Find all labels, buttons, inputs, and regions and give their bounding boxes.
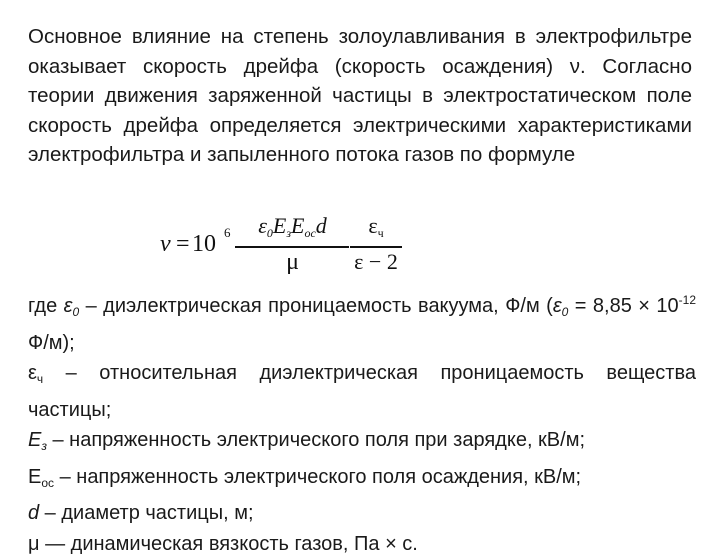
- formula-equals: =: [176, 231, 190, 258]
- document-page: [28, 22, 692, 170]
- fraction2-bar: [350, 246, 402, 248]
- drift-velocity-formula: [160, 213, 460, 278]
- definition-mu: μ — динамическая вязкость газов, Па × с.: [28, 529, 696, 559]
- fraction1-bar: [235, 246, 349, 248]
- formula-lhs: ν: [160, 231, 171, 258]
- definitions-list: [28, 285, 696, 559]
- definition-eps0: где $\varepsilon_0$ – диэлектрическая проницаемость вакуума, Ф/м ($\varepsilon_0 = 8,85 \times 10^{-12}$ Ф/м);: [28, 285, 696, 358]
- definition-d: d – диаметр частицы, м;: [28, 498, 696, 529]
- fraction2-denominator: ε − 2: [350, 249, 402, 275]
- definition-eps-ch: $\varepsilon_ч$ – относительная диэлектрическая проницаемость вещества частицы;: [28, 358, 696, 425]
- definition-e-z: $E_з$ – напряженность электрического поля при зарядке, кВ/м;: [28, 425, 696, 462]
- fraction1-numerator: $\varepsilon_0E_зE_{ос}d$: [235, 213, 350, 241]
- intro-paragraph: Основное влияние на степень золоулавливания в электрофильтре оказывает скорость дрейфа (скорость осаждения) ν. Согласно теории движения заряженной частицы в электростатическом поле скорость дрейфа определяется электрическими характеристиками электрофильтра и запыленного потока газов по формуле: [28, 22, 692, 170]
- formula-coefficient-exponent: 6: [224, 225, 231, 241]
- formula-coefficient: 10: [192, 231, 216, 258]
- definition-e-os: $E_{ос}$ – напряженность электрического поля осаждения, кВ/м;: [28, 462, 696, 499]
- fraction2-numerator: $\varepsilon_ч$: [350, 213, 402, 241]
- fraction1-denominator: μ: [235, 249, 350, 276]
